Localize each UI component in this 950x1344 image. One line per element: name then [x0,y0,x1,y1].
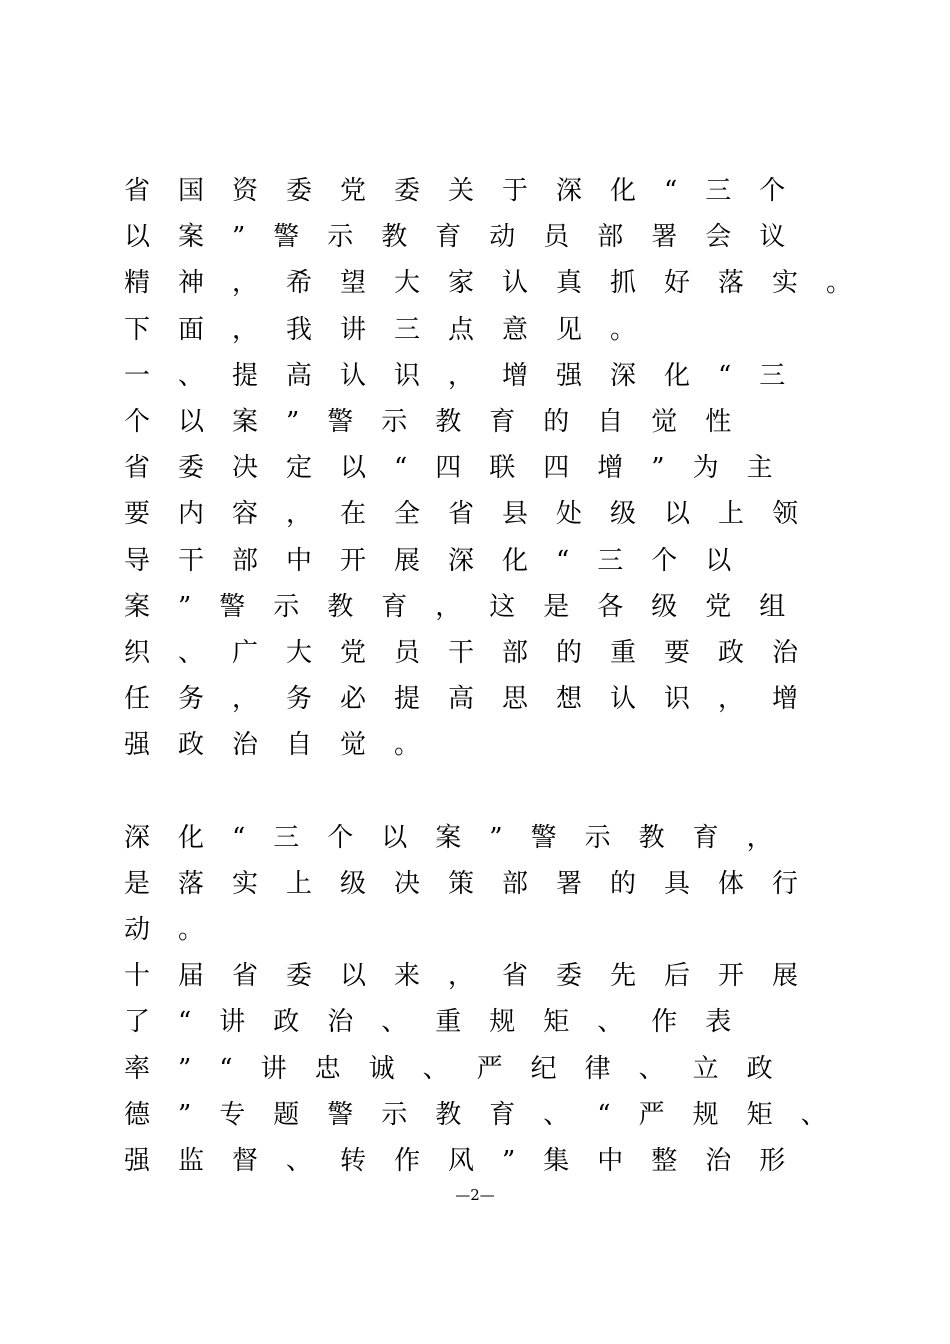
text-line: 要内容，在全省县处级以上领 [124,499,827,530]
body-text [124,168,881,1184]
text-line: 省委决定以“四联四增”为主 [124,453,801,484]
text-line: 深化“三个以案”警示教育， [124,822,801,853]
text-line: 率”“讲忠诚、严纪律、立政 [124,1053,801,1084]
paragraph-gap [124,768,844,814]
section-heading-line: 个以案”警示教育的自觉性 [124,406,760,437]
text-line: 十届省委以来，省委先后开展 [124,961,827,992]
text-line: 强政治自觉。 [124,730,449,761]
text-line: 省国资委党委关于深化“三个 [124,176,814,206]
text-line: 动。 [124,915,233,945]
text-line: 下面，我讲三点意见。 [124,314,665,345]
text-line: 了“讲政治、重规矩、作表 [124,1007,760,1038]
text-line: 以案”警示教育动员部署会议 [124,222,814,253]
page-number: —2— [455,1186,495,1204]
text-line: 任务，务必提高思想认识，增 [124,684,827,715]
text-line: 案”警示教育，这是各级党组 [124,591,814,622]
text-line: 织、广大党员干部的重要政治 [124,637,827,668]
section-heading-line: 一、提高认识，增强深化“三 [124,360,814,391]
text-line: 德”专题警示教育、“严规矩、 [124,1099,855,1130]
text-line: 精神，希望大家认真抓好落实。 [124,268,881,299]
text-line: 是落实上级决策部署的具体行 [124,868,827,899]
text-line: 导干部中开展深化“三个以 [124,545,760,576]
text-line: 强监督、转作风”集中整治形 [124,1145,814,1176]
